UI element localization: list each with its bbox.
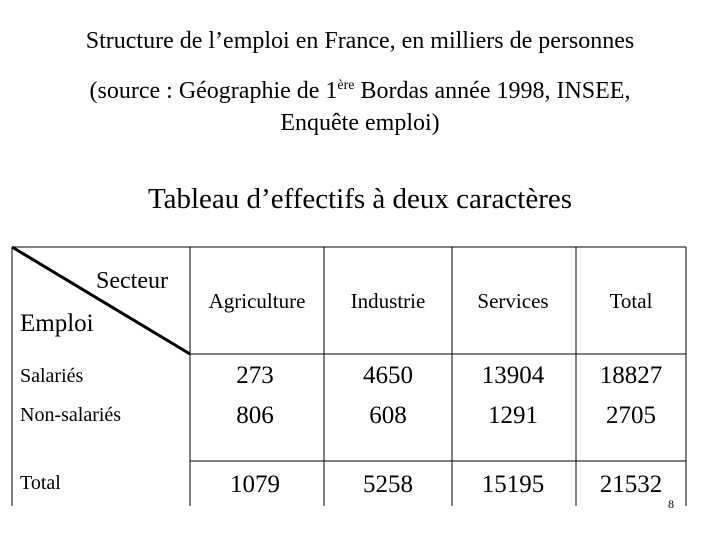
table-cell: 273 [236, 362, 274, 389]
corner-header-emploi: Emploi [20, 310, 94, 337]
source-line-2: Enquête emploi) [280, 110, 440, 136]
source-text-start: (source : Géographie de 1 [89, 78, 338, 104]
table-cell: 13904 [481, 362, 545, 389]
page-title: Structure de l’emploi en France, en milliers de personnes [85, 28, 635, 54]
table-cell: 1291 [488, 402, 538, 429]
table-cell: 2705 [606, 402, 656, 429]
table-cell: 4650 [363, 362, 413, 389]
row-label-total: Total [20, 472, 61, 494]
table-cell: 806 [236, 402, 274, 429]
row-label-salaries: Salariés [20, 365, 84, 387]
corner-header-secteur: Secteur [96, 268, 168, 294]
row-label-non-salaries: Non-salariés [20, 404, 122, 426]
table-cell: 15195 [481, 471, 545, 498]
source-text-end: Bordas année 1998, INSEE, [354, 78, 631, 104]
table-cell: 1079 [230, 471, 280, 498]
table-cell: 608 [369, 402, 407, 429]
table-cell: 5258 [363, 471, 413, 498]
column-header-total: Total [609, 289, 653, 313]
table-subtitle: Tableau d’effectifs à deux caractères [147, 183, 573, 215]
page-number: 8 [668, 497, 674, 511]
column-header-services: Services [477, 289, 549, 313]
source-superscript: ère [337, 78, 355, 93]
column-header-industrie: Industrie [350, 289, 426, 313]
column-header-agriculture: Agriculture [208, 289, 306, 313]
table-cell: 18827 [599, 362, 663, 389]
table-cell: 21532 [599, 471, 663, 498]
